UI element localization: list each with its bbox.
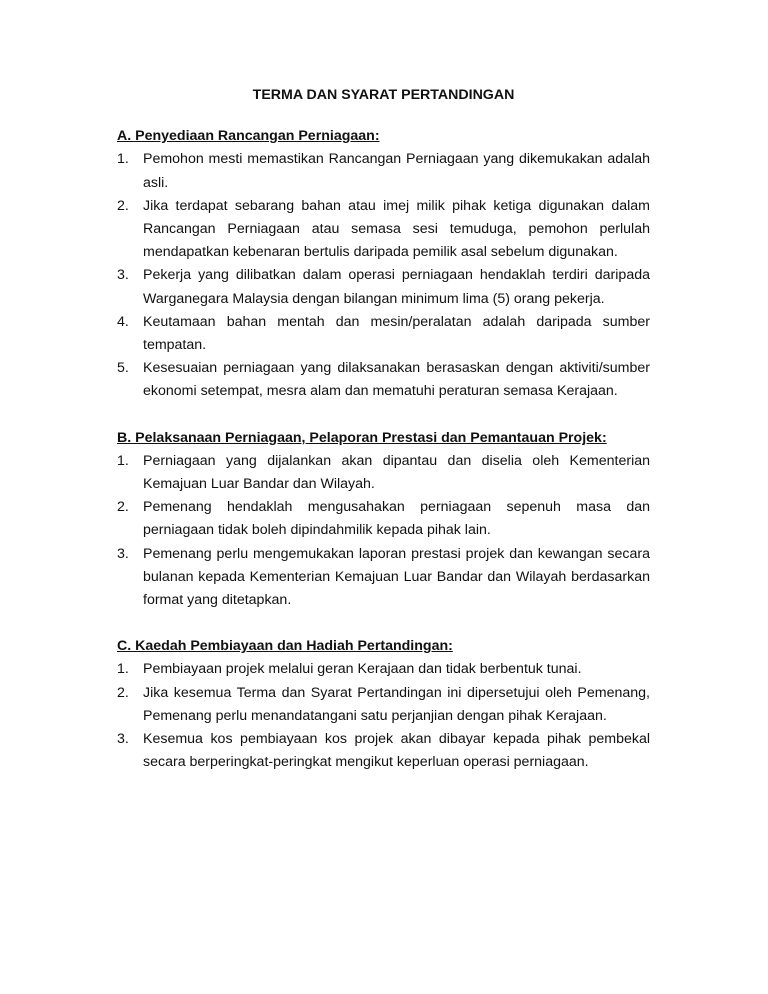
section-c (117, 635, 650, 774)
item-text: Keutamaan bahan mentah dan mesin/peralatan adalah daripada sumber tempatan. (143, 313, 650, 354)
item-text: Pemenang perlu mengemukakan laporan prestasi projek dan kewangan secara bulanan kepada Kementerian Kemajuan Luar Bandar dan Wilayah berdasarkan format yang ditetapkan. (143, 545, 650, 609)
item-number: 1. (117, 452, 129, 469)
item-text: Pemohon mesti memastikan Rancangan Perniagaan yang dikemukakan adalah asli. (143, 151, 650, 191)
list-item (117, 148, 650, 194)
item-number: 3. (117, 731, 129, 748)
item-number: 1. (117, 151, 129, 168)
item-text: Jika terdapat sebarang bahan atau imej milik pihak ketiga digunakan dalam Rancangan Perniagaan atau semasa sesi temuduga, pemohon perlulah mendapatkan kebenaran bertulis daripada pemilik asal sebelum digunakan. (143, 197, 650, 261)
list-item (117, 728, 650, 774)
item-number: 4. (117, 313, 129, 330)
item-number: 5. (117, 360, 129, 377)
section-a-heading: A. Penyediaan Rancangan Perniagaan: (117, 128, 380, 145)
section-a-list (117, 148, 650, 403)
section-c-list (117, 658, 650, 774)
list-item (117, 682, 650, 728)
document-title: TERMA DAN SYARAT PERTANDINGAN (252, 87, 515, 103)
list-item (117, 450, 650, 496)
item-number: 3. (117, 545, 129, 562)
list-item (117, 658, 650, 681)
item-number: 2. (117, 684, 129, 701)
item-text: Jika kesemua Terma dan Syarat Pertandingan ini dipersetujui oleh Pemenang, Pemenang perlu menandatangani satu perjanjian dengan pihak Kerajaan. (143, 684, 650, 724)
document-body (117, 84, 650, 797)
item-number: 2. (117, 499, 129, 516)
item-text: Pemenang hendaklah mengusahakan perniagaan sepenuh masa dan perniagaan tidak boleh dipindahmilik kepada pihak lain. (143, 499, 650, 539)
section-b-heading: B. Pelaksanaan Perniagaan, Pelaporan Prestasi dan Pemantauan Projek: (117, 429, 607, 446)
list-item (117, 264, 650, 310)
list-item (117, 357, 650, 403)
item-number: 3. (117, 267, 129, 284)
item-number: 2. (117, 197, 129, 214)
list-item (117, 543, 650, 613)
list-item (117, 311, 650, 357)
section-a (117, 125, 650, 403)
section-c-heading: C. Kaedah Pembiayaan dan Hadiah Pertandingan: (117, 638, 453, 655)
item-text: Pembiayaan projek melalui geran Kerajaan dan tidak berbentuk tunai. (143, 661, 582, 678)
item-text: Pekerja yang dilibatkan dalam operasi perniagaan hendaklah terdiri daripada Warganegara Malaysia dengan bilangan minimum lima (5) orang pekerja. (143, 267, 650, 307)
item-text: Kesesuaian perniagaan yang dilaksanakan berasaskan dengan aktiviti/sumber ekonomi setempat, mesra alam dan mematuhi peraturan semasa Kerajaan. (143, 360, 650, 400)
section-b (117, 427, 650, 613)
list-item (117, 195, 650, 265)
list-item (117, 496, 650, 542)
item-number: 1. (117, 661, 129, 678)
item-text: Perniagaan yang dijalankan akan dipantau dan diselia oleh Kementerian Kemajuan Luar Bandar dan Wilayah. (143, 452, 650, 493)
section-b-list (117, 450, 650, 612)
item-text: Kesemua kos pembiayaan kos projek akan dibayar kepada pihak pembekal secara berperingkat-peringkat mengikut keperluan operasi perniagaan. (143, 731, 650, 771)
